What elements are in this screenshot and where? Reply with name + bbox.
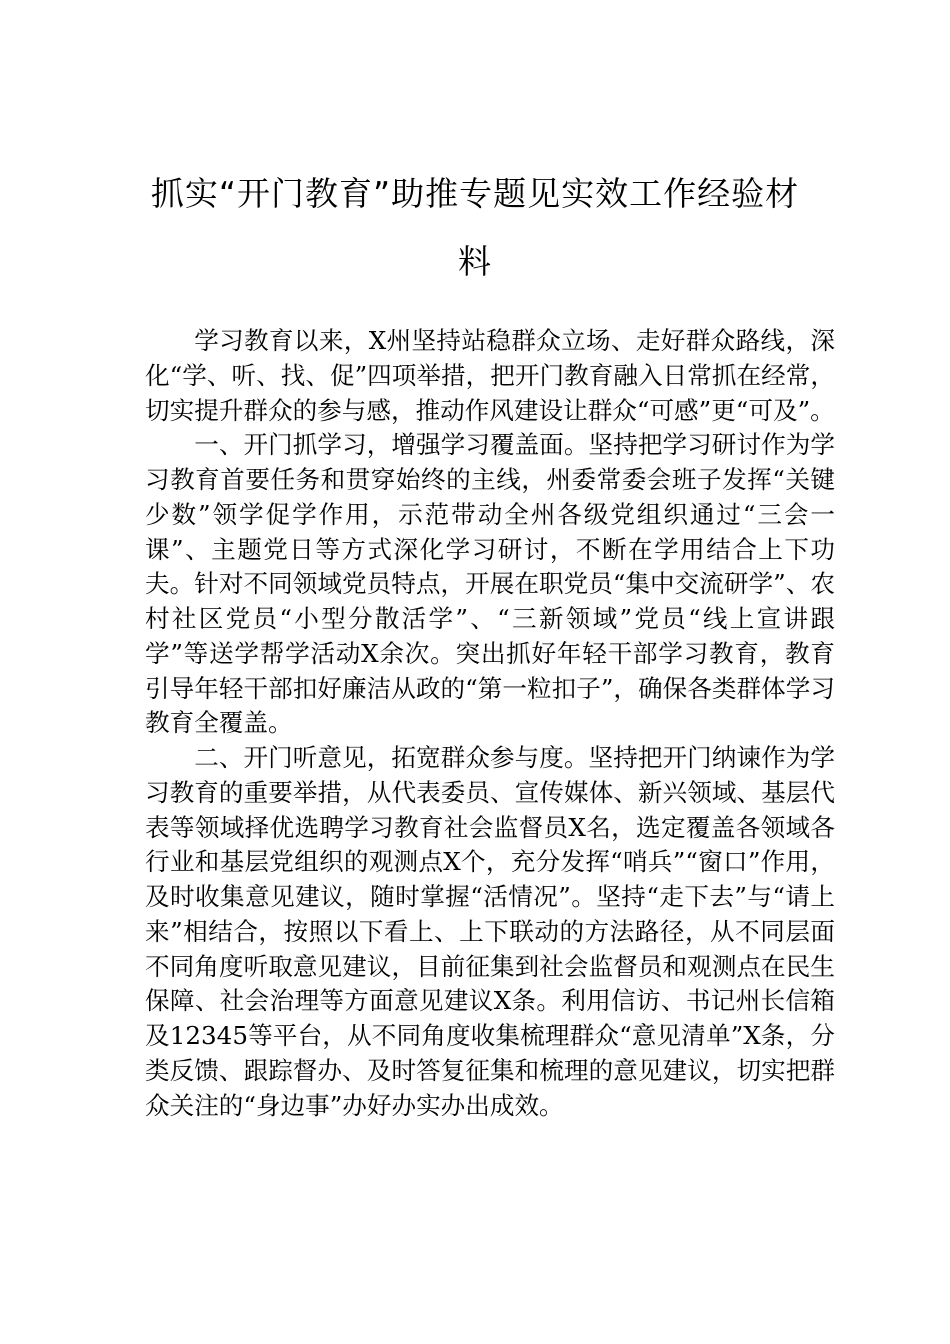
document-title: 抓实“开门教育”助推专题见实效工作经验材料: [150, 174, 800, 281]
paragraph-intro: 学习教育以来，X州坚持站稳群众立场、走好群众路线，深化“学、听、找、促”四项举措，把开门教育融入日常抓在经常，切实提升群众的参与感，推动作风建设让群众“可感”更“可及”。: [145, 326, 835, 425]
paragraph-section-2: 二、开门听意见，拓宽群众参与度。坚持把开门纳谏作为学习教育的重要举措，从代表委员、宣传媒体、新兴领域、基层代表等领域择优选聘学习教育社会监督员X名，选定覆盖各领域各行业和基层党组织的观测点X个，充分发挥“哨兵”“窗口”作用，及时收集意见建议，随时掌握“活情况”。坚持“走下去”与“请上来”相结合，按照以下看上、上下联动的方法路径，从不同层面不同角度听取意见建议，目前征集到社会监督员和观测点在民生保障、社会治理等方面意见建议X条。利用信访、书记州长信箱及12345等平台，从不同角度收集梳理群众“意见清单”X条，分类反馈、跟踪督办、及时答复征集和梳理的意见建议，切实把群众关注的“身边事”办好办实办出成效。: [145, 743, 835, 1120]
paragraph-section-1: 一、开门抓学习，增强学习覆盖面。坚持把学习研讨作为学习教育首要任务和贯穿始终的主线，州委常委会班子发挥“关键少数”领学促学作用，示范带动全州各级党组织通过“三会一课”、主题党日等方式深化学习研讨，不断在学用结合上下功夫。针对不同领域党员特点，开展在职党员“集中交流研学”、农村社区党员“小型分散活学”、“三新领域”党员“线上宣讲跟学”等送学帮学活动X余次。突出抓好年轻干部学习教育，教育引导年轻干部扣好廉洁从政的“第一粒扣子”，确保各类群体学习教育全覆盖。: [145, 430, 835, 738]
document-body: [145, 324, 835, 1123]
